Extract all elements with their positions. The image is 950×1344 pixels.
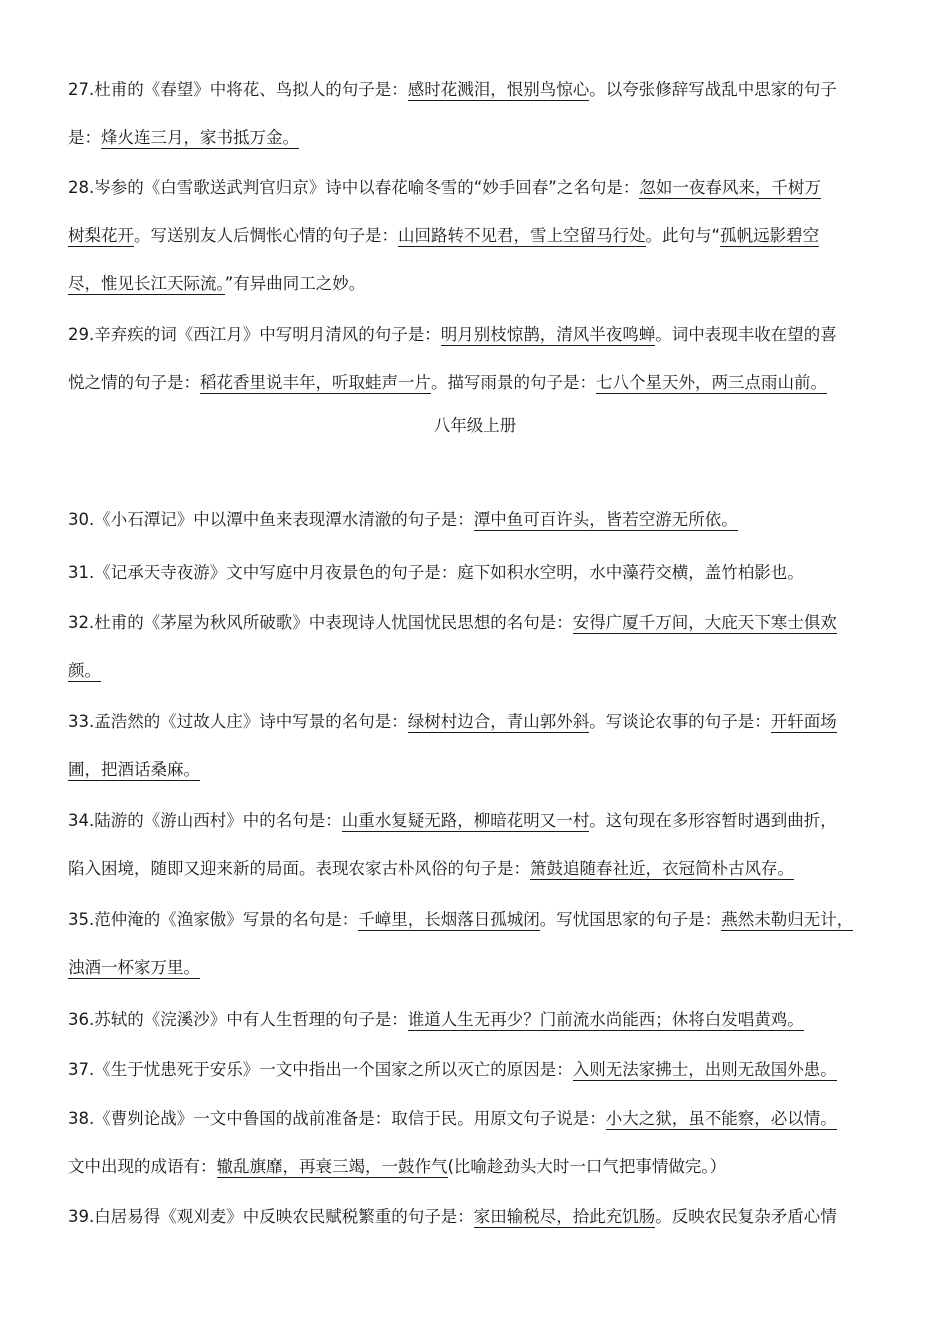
text-line (68, 857, 794, 881)
answer-text: 浊酒一杯家万里。 (68, 958, 200, 977)
answer-text: 七八个星天外，两三点雨山前。 (596, 373, 827, 392)
question-text: ”有异曲同工之妙。 (224, 274, 366, 293)
text-line (68, 1205, 837, 1229)
question-text: 是： (68, 128, 101, 147)
answer-text: 树梨花开 (68, 226, 134, 245)
question-text: 。这句现在多形容暂时遇到曲折， (589, 811, 837, 830)
text-line (68, 126, 299, 150)
question-text: 39.白居易得《观刈麦》中反映农民赋税繁重的句子是： (68, 1207, 474, 1226)
question-text: 悦之情的句子是： (68, 373, 200, 392)
answer-text: 尽，惟见长江天际流。 (68, 274, 225, 293)
text-line (68, 272, 365, 296)
answer-text: 小大之狱，虽不能察，必以情。 (605, 1109, 837, 1128)
answer-text: 稻花香里说丰年，听取蛙声一片 (200, 373, 431, 392)
answer-text: 辙乱旗靡，再衰三竭，一鼓作气 (216, 1157, 448, 1176)
answer-text: 家田输税尽，拾此充饥肠 (473, 1207, 656, 1226)
answer-text: 明月别枝惊鹊，清风半夜鸣蝉 (440, 325, 656, 344)
question-text: 35.范仲淹的《渔家傲》写景的名句是： (68, 910, 359, 929)
question-text: 文中出现的成语有： (68, 1157, 217, 1176)
answer-text: 千嶂里，长烟落日孤城闭 (358, 910, 540, 929)
answer-text: 忽如一夜春风来，千树万 (639, 178, 821, 197)
answer-text: 开轩面场 (770, 712, 837, 731)
question-text: 。词中表现丰收在望的喜 (655, 325, 837, 344)
text-line (68, 659, 101, 683)
question-text: 。写谈论农事的句子是： (589, 712, 771, 731)
text-line (68, 371, 827, 395)
answer-text: 山回路转不见君，雪上空留马行处 (398, 226, 646, 245)
question-text: 。描写雨景的句子是： (431, 373, 596, 392)
text-line (68, 758, 200, 782)
text-line (68, 1107, 837, 1131)
question-text: 陷入困境，随即又迎来新的局面。表现农家古朴风俗的句子是： (68, 859, 530, 878)
question-text: 。写送别友人后惆怅心情的句子是： (134, 226, 398, 245)
question-text: 38.《曹刿论战》一文中鲁国的战前准备是：取信于民。用原文句子说是： (68, 1109, 606, 1128)
answer-text: 圃，把酒话桑麻。 (68, 760, 200, 779)
text-line (68, 1008, 804, 1032)
text-line (68, 176, 821, 200)
question-text: 29.辛弃疾的词《西江月》中写明月清风的句子是： (68, 325, 441, 344)
question-text: 。以夸张修辞写战乱中思家的句子 (589, 80, 837, 99)
text-line (68, 1058, 837, 1082)
text-line (68, 611, 837, 635)
text-line (68, 224, 819, 248)
question-text: 27.杜甫的《春望》中将花、鸟拟人的句子是： (68, 80, 408, 99)
text-line (68, 561, 804, 585)
answer-text: 谁道人生无再少？门前流水尚能西；休将白发唱黄鸡。 (407, 1010, 804, 1029)
question-text: 31.《记承天寺夜游》文中写庭中月夜景色的句子是：庭下如积水空明，水中藻荇交横，盖竹柏影也。 (68, 563, 804, 582)
text-line (68, 908, 853, 932)
text-line (68, 710, 837, 734)
answer-text: 颜。 (68, 661, 101, 680)
question-text: 。此句与“ (645, 226, 721, 245)
answer-text: 烽火连三月，家书抵万金。 (101, 128, 299, 147)
answer-text: 孤帆远影碧空 (720, 226, 820, 245)
question-text: 28.岑参的《白雪歌送武判官归京》诗中以春花喻冬雪的“妙手回春”之名句是： (68, 178, 640, 197)
section-heading: 八年级上册 (433, 416, 517, 435)
answer-text: 山重水复疑无路，柳暗花明又一村 (341, 811, 590, 830)
answer-text: 绿树村边合，青山郭外斜 (407, 712, 590, 731)
question-text: 32.杜甫的《茅屋为秋风所破歌》中表现诗人忧国忧民思想的名句是： (68, 613, 573, 632)
text-line (68, 956, 200, 980)
answer-text: 入则无法家拂士，出则无敌国外患。 (572, 1060, 837, 1079)
question-text: 30.《小石潭记》中以潭中鱼来表现潭水清澈的句子是： (68, 510, 474, 529)
question-text: 37.《生于忧患死于安乐》一文中指出一个国家之所以灭亡的原因是： (68, 1060, 573, 1079)
question-text: 36.苏轼的《浣溪沙》中有人生哲理的句子是： (68, 1010, 408, 1029)
answer-text: 感时花溅泪，恨别鸟惊心 (407, 80, 590, 99)
question-text: 33.孟浩然的《过故人庄》诗中写景的名句是： (68, 712, 408, 731)
answer-text: 箫鼓追随春社近，衣冠简朴古风存。 (530, 859, 794, 878)
question-text: 。写忧国思家的句子是： (539, 910, 722, 929)
answer-text: 潭中鱼可百许头，皆若空游无所依。 (473, 510, 738, 529)
question-text: 34.陆游的《游山西村》中的名句是： (68, 811, 342, 830)
text-line (68, 323, 837, 347)
question-text: 。反映农民复杂矛盾心情 (655, 1207, 837, 1226)
answer-text: 安得广厦千万间，大庇天下寒士俱欢 (572, 613, 837, 632)
text-line (68, 1155, 726, 1179)
answer-text: 燕然未勒归无计， (721, 910, 854, 929)
question-text: (比喻趁劲头大时一口气把事情做完。） (447, 1157, 727, 1176)
text-line (68, 508, 738, 532)
text-line (68, 809, 837, 833)
text-line (68, 78, 837, 102)
